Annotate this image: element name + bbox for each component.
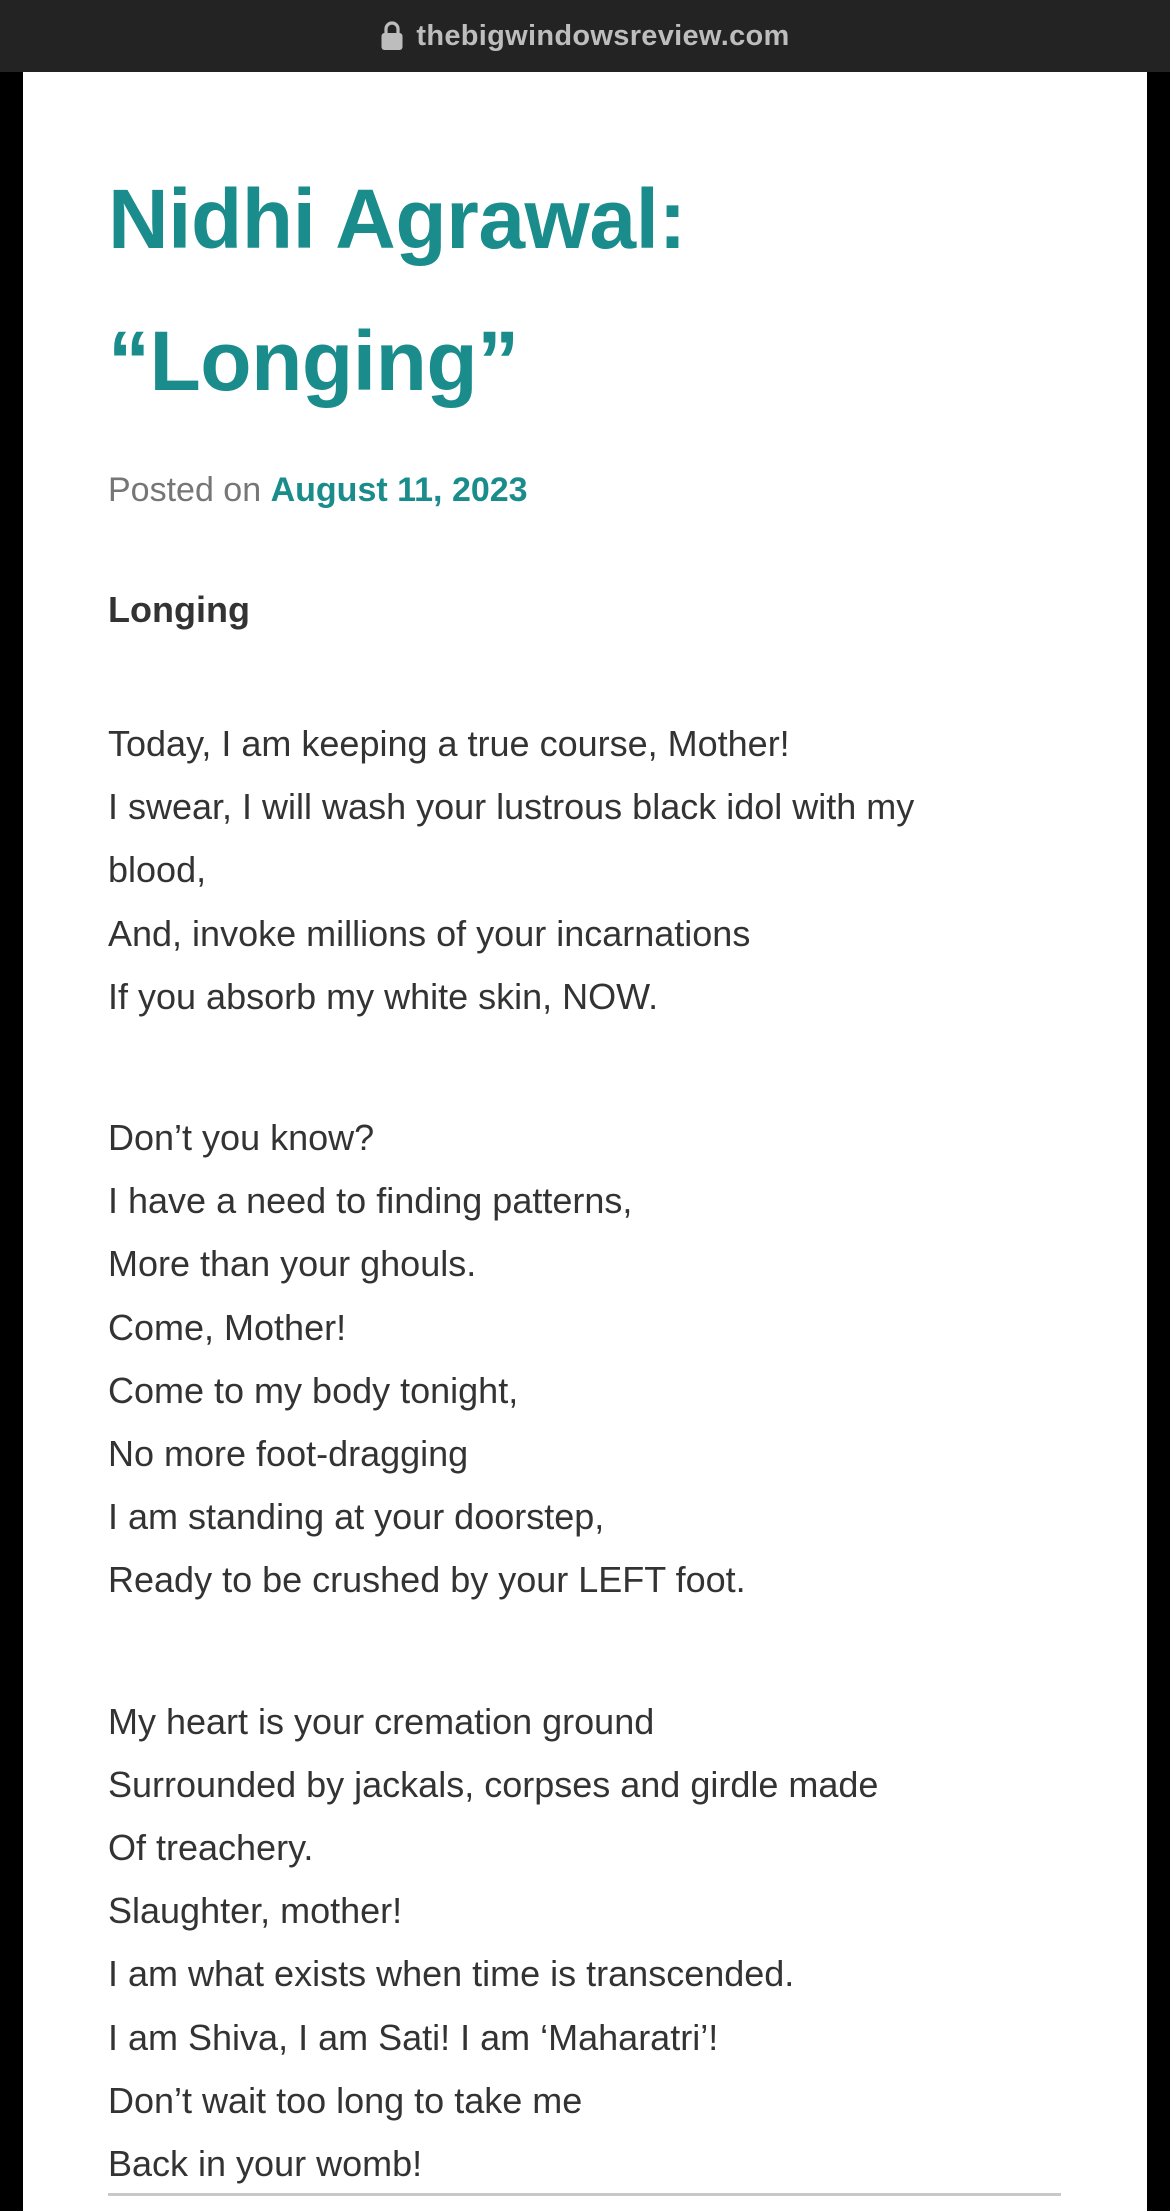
poem-line: I am what exists when time is transcended.: [108, 1953, 795, 1995]
poem-line: Slaughter, mother!: [108, 1890, 403, 1932]
poem-line: Back in your womb!: [108, 2143, 423, 2185]
poem-line: Today, I am keeping a true course, Mother!: [108, 723, 790, 764]
post-title-line-2: “Longing”: [108, 314, 519, 408]
poem-line: More than your ghouls.: [108, 1243, 477, 1285]
poem-line: I am Shiva, I am Sati! I am ‘Maharatri’!: [108, 2016, 719, 2058]
poem-stanza: [108, 1106, 1058, 1612]
article: [108, 72, 1058, 2195]
browser-address-bar[interactable]: [0, 0, 1170, 72]
poem-line: Surrounded by jackals, corpses and girdle made: [108, 1763, 879, 1805]
poem-line: blood,: [108, 849, 207, 891]
poem-stanza: [108, 1690, 1058, 2196]
poem-line: My heart is your cremation ground: [108, 1700, 655, 1742]
poem-line: Come to my body tonight,: [108, 1369, 519, 1411]
poem-body: [108, 712, 1058, 2195]
poem-line: Ready to be crushed by your LEFT foot.: [108, 1559, 746, 1601]
poem-stanza: [108, 712, 1058, 1028]
poem-line: If you absorb my white skin, NOW.: [108, 975, 659, 1017]
poem-line: Of treachery.: [108, 1827, 314, 1869]
post-title: [108, 72, 1058, 432]
poem-line: Don’t you know?: [108, 1117, 375, 1159]
content-divider: [108, 2193, 1061, 2196]
url-text: thebigwindowsreview.com: [416, 19, 790, 52]
post-title-line-1: Nidhi Agrawal:: [108, 172, 686, 266]
posted-on-label: Posted on: [108, 471, 262, 509]
post-meta: [108, 466, 1058, 514]
url-display[interactable]: [380, 20, 789, 53]
poem-line: No more foot-dragging: [108, 1433, 469, 1475]
poem-line: I have a need to finding patterns,: [108, 1180, 633, 1222]
poem-line: I swear, I will wash your lustrous black idol with my: [108, 786, 915, 828]
poem-title: Longing: [108, 589, 250, 630]
poem-line: And, invoke millions of your incarnations: [108, 912, 751, 954]
poem-line: Don’t wait too long to take me: [108, 2079, 583, 2121]
post-date-link[interactable]: August 11, 2023: [270, 471, 528, 509]
poem-line: Come, Mother!: [108, 1306, 347, 1348]
lock-icon: [380, 20, 404, 52]
poem-line: I am standing at your doorstep,: [108, 1496, 605, 1538]
